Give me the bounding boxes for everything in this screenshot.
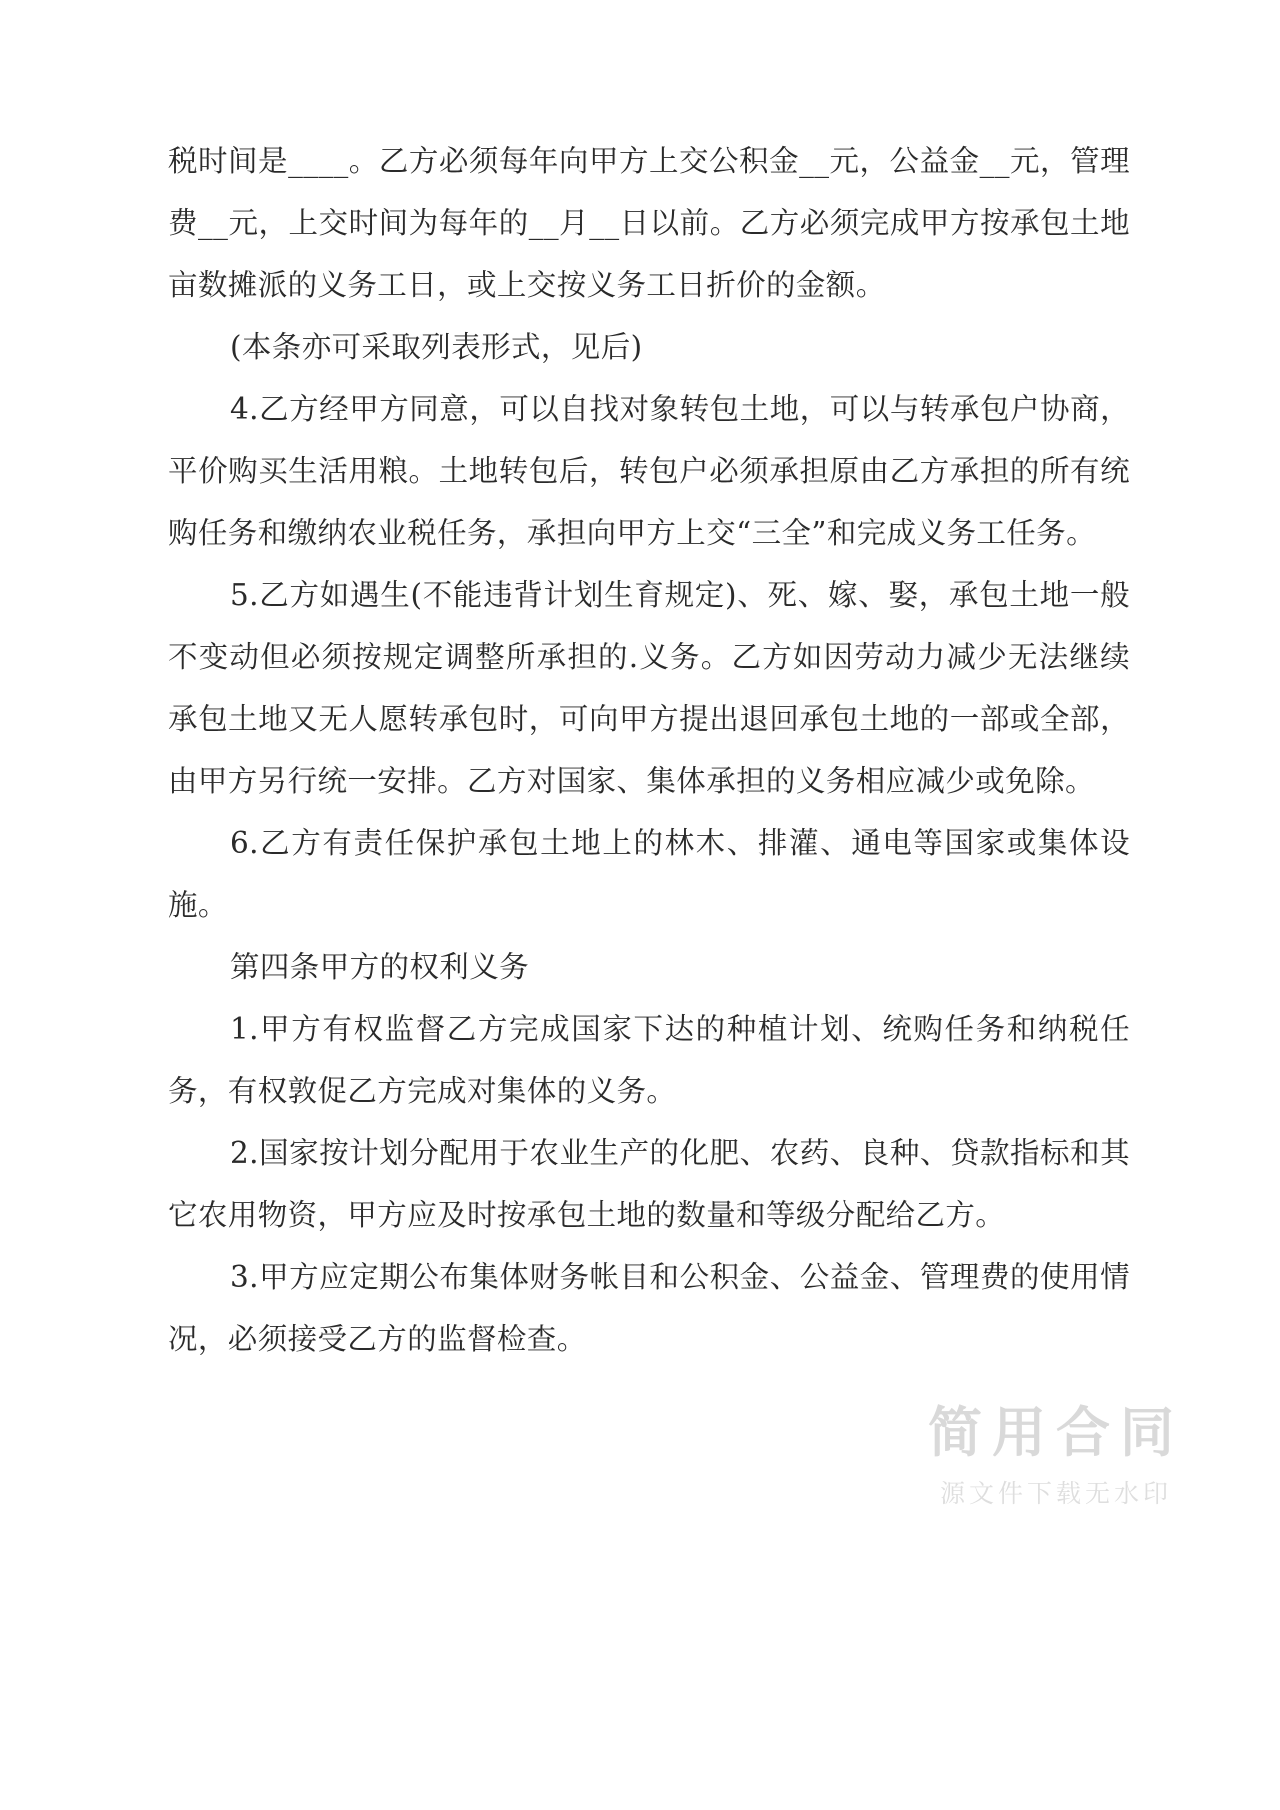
paragraph-article4-item-1: 1.甲方有权监督乙方完成国家下达的种植计划、统购任务和纳税任务，有权敦促乙方完成对集体的义务。: [168, 1012, 1130, 1108]
paragraph-article4-item-2: 2.国家按计划分配用于农业生产的化肥、农药、良种、贷款指标和其它农用物资，甲方应及时按承包土地的数量和等级分配给乙方。: [168, 1136, 1130, 1232]
paragraph-item-6: 6.乙方有责任保护承包土地上的林木、排灌、通电等国家或集体设施。: [168, 826, 1130, 922]
paragraph-item-5: 5.乙方如遇生(不能违背计划生育规定)、死、嫁、娶，承包土地一般不变动但必须按规定调整所承担的.义务。乙方如因劳动力减少无法继续承包土地又无人愿转承包时，可向甲方提出退回承包土地的一部或全部，由甲方另行统一安排。乙方对国家、集体承担的义务相应减少或免除。: [168, 578, 1130, 798]
paragraph-tax-payment: 税时间是____。乙方必须每年向甲方上交公积金__元，公益金__元，管理费__元，上交时间为每年的__月__日以前。乙方必须完成甲方按承包土地亩数摊派的义务工日，或上交按义务工日折价的金额。: [168, 144, 1130, 302]
paragraph-note-list-form: (本条亦可采取列表形式，见后): [230, 330, 643, 364]
document-body: [168, 130, 1130, 1370]
paragraph-item-4: 4.乙方经甲方同意，可以自找对象转包土地，可以与转承包户协商，平价购买生活用粮。土地转包后，转包户必须承担原由乙方承担的所有统购任务和缴纳农业税任务，承担向甲方上交“三全”和完成义务工任务。: [168, 392, 1130, 550]
heading-article-four: 第四条甲方的权利义务: [230, 950, 530, 984]
watermark: [928, 1402, 1184, 1510]
watermark-main-text: 简用合同: [928, 1400, 1184, 1464]
watermark-sub-text: 源文件下载无水印: [939, 1479, 1172, 1508]
paragraph-article4-item-3: 3.甲方应定期公布集体财务帐目和公积金、公益金、管理费的使用情况，必须接受乙方的监督检查。: [168, 1260, 1130, 1356]
